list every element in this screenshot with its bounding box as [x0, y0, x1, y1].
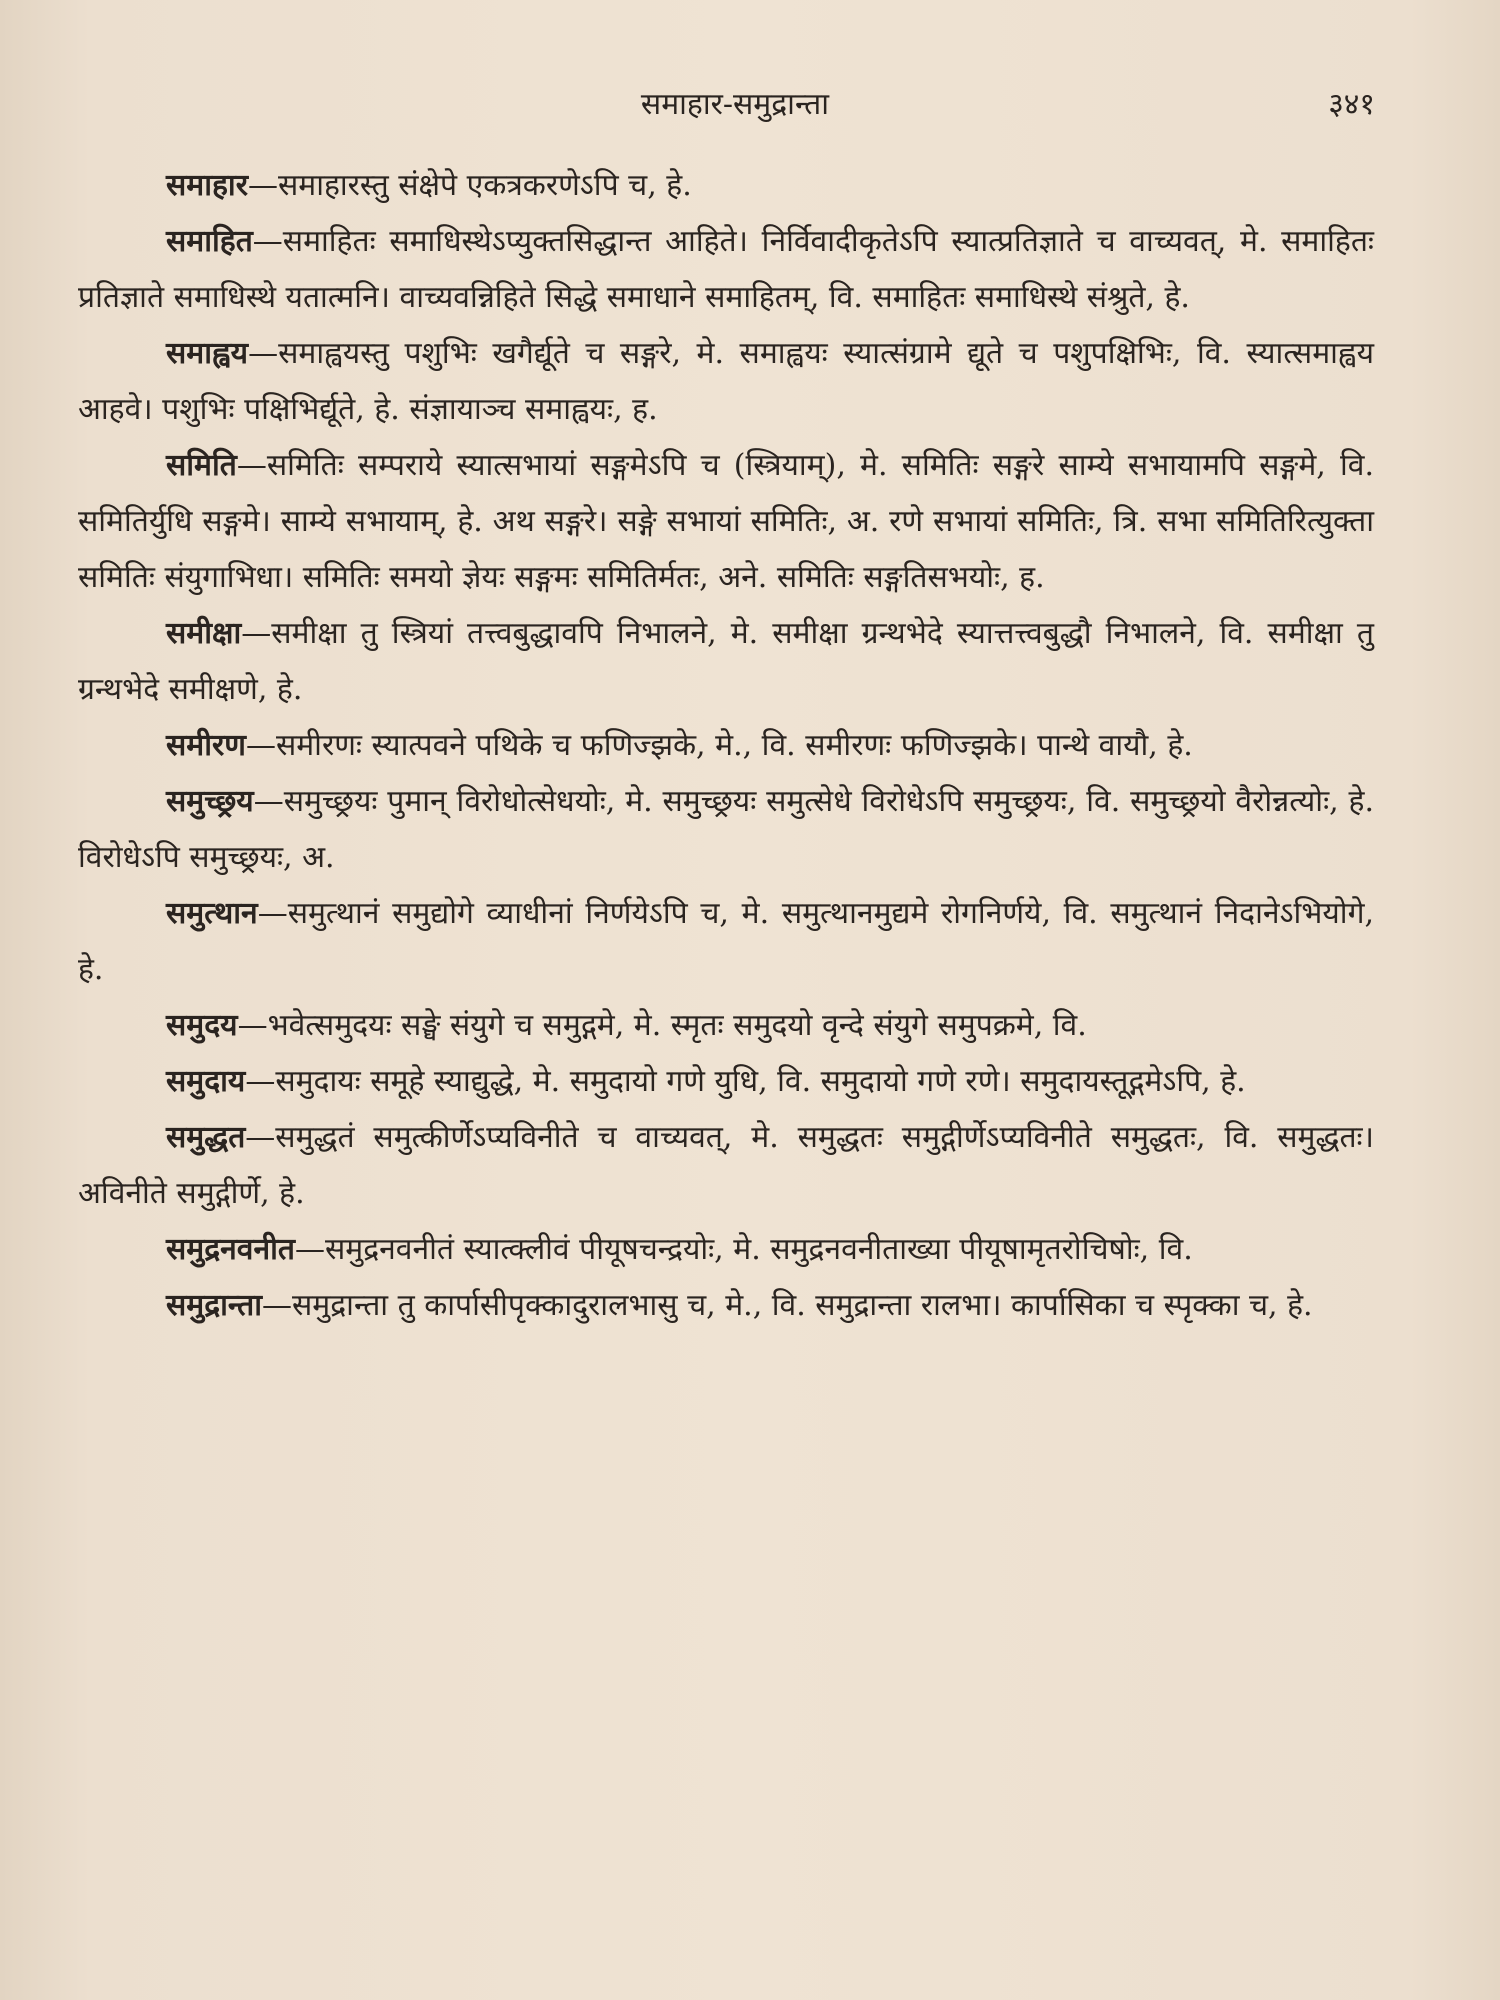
entry-headword: समुदय — [166, 1008, 238, 1043]
entry-headword: समीरण — [166, 728, 246, 763]
entry-text: —समुत्थानं समुद्योगे व्याधीनां निर्णयेऽपि च, मे. समुत्थानमुद्यमे रोगनिर्णये, वि. समुत्थानं निदानेऽभियोगे, हे. — [78, 896, 1374, 987]
entry-text: —समाहितः समाधिस्थेऽप्युक्तसिद्धान्त आहिते। निर्विवादीकृतेऽपि स्यात्प्रतिज्ञाते च वाच्यवत्, मे. समाहितः प्रतिज्ञाते समाधिस्थे यतात्मनि। वाच्यवन्निहिते सिद्धे समाधाने समाहितम्, वि. समाहितः समाधिस्थे संश्रुते, हे. — [78, 224, 1374, 315]
dictionary-entry — [78, 1054, 1374, 1110]
dictionary-entry — [78, 718, 1374, 774]
entry-text: —समुद्धतं समुत्कीर्णेऽप्यविनीते च वाच्यवत्, मे. समुद्धतः समुद्गीर्णेऽप्यविनीते समुद्धतः, वि. समुद्धतः। अविनीते समुद्गीर्णे, हे. — [78, 1120, 1374, 1211]
dictionary-entry — [78, 326, 1374, 438]
entry-text: —समुद्रनवनीतं स्यात्क्लीवं पीयूषचन्द्रयोः, मे. समुद्रनवनीताख्या पीयूषामृतरोचिषोः, वि. — [295, 1232, 1193, 1267]
dictionary-entry — [78, 606, 1374, 718]
dictionary-entry — [78, 438, 1374, 606]
entries-list — [78, 158, 1374, 1334]
entry-text: —समीक्षा तु स्त्रियां तत्त्वबुद्धावपि निभालने, मे. समीक्षा ग्रन्थभेदे स्यात्तत्त्वबुद्धौ निभालने, वि. समीक्षा तु ग्रन्थभेदे समीक्षणे, हे. — [78, 616, 1374, 707]
dictionary-entry — [78, 214, 1374, 326]
page-title: समाहार-समुद्रान्ता — [640, 87, 830, 122]
entry-headword: समुद्रान्ता — [166, 1288, 263, 1323]
entry-headword: समुद्रनवनीत — [166, 1232, 295, 1267]
entry-text: —भवेत्समुदयः सङ्घे संयुगे च समुद्गमे, मे. स्मृतः समुदयो वृन्दे संयुगे समुपक्रमे, वि. — [237, 1008, 1087, 1043]
entry-text: —समुच्छ्रयः पुमान् विरोधोत्सेधयोः, मे. समुच्छ्रयः समुत्सेधे विरोधेऽपि समुच्छ्रयः, वि. समुच्छ्रयो वैरोन्नत्योः, हे. विरोधेऽपि समुच्छ्रयः, अ. — [78, 784, 1374, 875]
dictionary-entry — [78, 774, 1374, 886]
dictionary-entry — [78, 1110, 1374, 1222]
entry-text: —समीरणः स्यात्पवने पथिके च फणिज्झके, मे., वि. समीरणः फणिज्झके। पान्थे वायौ, हे. — [245, 728, 1193, 763]
entry-text: —समाह्वयस्तु पशुभिः खगैर्द्यूते च सङ्गरे, मे. समाह्वयः स्यात्संग्रामे द्यूते च पशुपक्षिभिः, वि. स्यात्समाह्वय आहवे। पशुभिः पक्षिभिर्द्यूते, हे. संज्ञायाञ्च समाह्वयः, ह. — [78, 336, 1374, 427]
entry-text: —समितिः सम्पराये स्यात्सभायां सङ्गमेऽपि च (स्त्रियाम्), मे. समितिः सङ्गरे साम्ये सभायामपि सङ्गमे, वि. समितिर्युधि सङ्गमे। साम्ये सभायाम्, हे. अथ सङ्गरे। सङ्गे सभायां समितिः, अ. रणे सभायां समितिः, त्रि. सभा समितिरित्युक्ता समितिः संयुगाभिधा। समितिः समयो ज्ञेयः सङ्गमः समितिर्मतः, अने. समितिः सङ्गतिसभयोः, ह. — [78, 448, 1374, 595]
dictionary-entry — [78, 998, 1374, 1054]
dictionary-entry — [78, 158, 1374, 214]
entry-headword: समिति — [166, 448, 237, 483]
entry-text: —समुदायः समूहे स्याद्युद्धे, मे. समुदायो गणे युधि, वि. समुदायो गणे रणे। समुदायस्तूद्गमेऽपि, हे. — [245, 1064, 1246, 1099]
entry-headword: समाह्वय — [166, 336, 249, 371]
entry-headword: समुत्थान — [166, 896, 258, 931]
entry-headword: समुद्धत — [166, 1120, 246, 1155]
page-number: ३४१ — [1328, 87, 1375, 122]
dictionary-entry — [78, 1222, 1374, 1278]
running-head — [0, 82, 1500, 122]
entry-text: —समाहारस्तु संक्षेपे एकत्रकरणेऽपि च, हे. — [247, 168, 692, 203]
entry-headword: समुच्छ्रय — [166, 784, 254, 819]
entry-headword: समाहार — [166, 168, 248, 203]
entry-text: —समुद्रान्ता तु कार्पासीपृक्कादुरालभासु च, मे., वि. समुद्रान्ता रालभा। कार्पासिका च स्पृक्का च, हे. — [262, 1288, 1313, 1323]
dictionary-entry — [78, 886, 1374, 998]
entry-headword: समीक्षा — [166, 616, 242, 651]
dictionary-entry — [78, 1278, 1374, 1334]
entry-headword: समाहित — [166, 224, 253, 259]
entry-headword: समुदाय — [166, 1064, 246, 1099]
